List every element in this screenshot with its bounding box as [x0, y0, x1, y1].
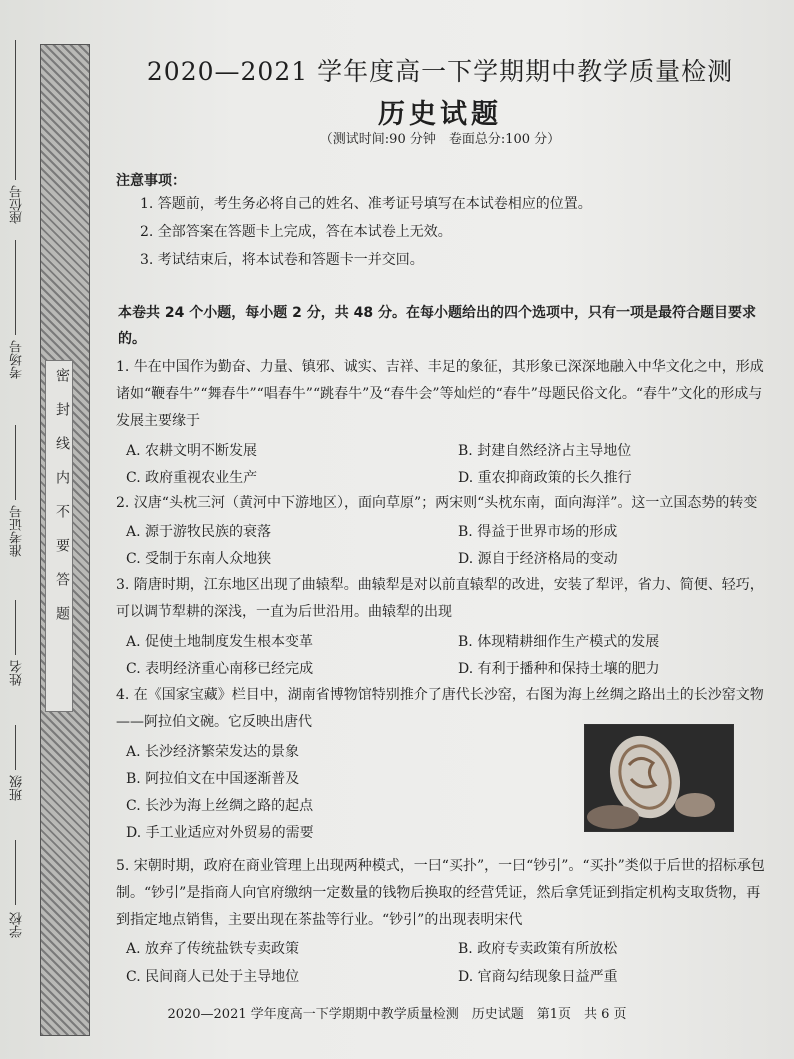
- question-option: C. 政府重视农业生产: [126, 470, 258, 486]
- arabic-bowl-photo: [584, 724, 734, 832]
- subject-title: 历史试题: [378, 99, 502, 130]
- class-field: [2, 775, 32, 835]
- field-line: [15, 600, 16, 655]
- question-option: B. 体现精耕细作生产模式的发展: [458, 634, 660, 650]
- notice-heading: 注意事项：: [116, 173, 186, 189]
- question-option: C. 受制于东南人众地狭: [126, 551, 272, 567]
- question-option: A. 促使土地制度发生根本变革: [126, 634, 314, 650]
- question-option: A. 源于游牧民族的衰落: [126, 524, 272, 540]
- field-line: [15, 425, 16, 500]
- bowl-image: [585, 725, 733, 831]
- seat-number-label: 座位号: [9, 185, 25, 224]
- question-stem: 5. 宋朝时期，政府在商业管理上出现两种模式，一曰“买扑”，一曰“钞引”。“买扑”类似于后世的招标承包制。“钞引”是指商人向官府缴纳一定数量的钱物后换取的经营凭证，然后拿凭证到指定机构支取货物，再到指定地点销售，主要出现在茶盐等行业。“钞引”的出现表明宋代: [116, 858, 765, 928]
- question-option: C. 表明经济重心南移已经完成: [126, 661, 314, 677]
- name-label: 姓名: [9, 660, 25, 686]
- question-stem: 3. 隋唐时期，江东地区出现了曲辕犁。曲辕犁是对以前直辕犁的改进，安装了犁评，省力、简便、轻巧，可以调节犁耕的深浅，一直为后世沿用。曲辕犁的出现: [116, 577, 764, 620]
- question-option: C. 民间商人已处于主导地位: [126, 969, 300, 985]
- field-line: [15, 725, 16, 770]
- question-stem: 2. 汉唐“头枕三河（黄河中下游地区），面向草原”；两宋则“头枕东南，面向海洋”。这一立国态势的转变: [116, 495, 758, 511]
- question-option: D. 源自于经济格局的变动: [458, 551, 618, 567]
- notice-item: 1. 答题前，考生务必将自己的姓名、准考证号填写在本试卷相应的位置。: [140, 196, 592, 212]
- exam-info: （测试时间:90 分钟 卷面总分:100 分）: [319, 132, 561, 147]
- school-label: 学校: [9, 912, 25, 938]
- question-option: D. 手工业适应对外贸易的需要: [126, 825, 314, 841]
- question-option: D. 重农抑商政策的长久推行: [458, 470, 632, 486]
- question-option: D. 官商勾结现象日益严重: [458, 969, 618, 985]
- question-option: C. 长沙为海上丝绸之路的起点: [126, 798, 314, 814]
- question-option: A. 放弃了传统盐铁专卖政策: [126, 941, 300, 957]
- class-label: 班级: [9, 775, 25, 801]
- exam-room-field: [2, 340, 32, 420]
- section-instructions: 本卷共 24 个小题，每小题 2 分，共 48 分。在每小题给出的四个选项中，只有一项是最符合题目要求的。: [118, 305, 756, 347]
- question-stem: 1. 牛在中国作为勤奋、力量、镇邪、诚实、吉祥、丰足的象征，其形象已深深地融入中华文化之中，形成诸如“鞭春牛”“舞春牛”“唱春牛”“跳春牛”及“春牛会”等灿烂的“春牛”母题民俗文化。“春牛”文化的形成与发展主要缘于: [116, 359, 764, 429]
- notice-item: 3. 考试结束后，将本试卷和答题卡一并交回。: [140, 252, 424, 268]
- admission-number-label: 准考证号: [9, 505, 25, 557]
- question-option: B. 政府专卖政策有所放松: [458, 941, 618, 957]
- question-option: A. 长沙经济繁荣发达的景象: [126, 744, 300, 760]
- page-footer: 2020—2021 学年度高一下学期期中教学质量检测 历史试题 第1页 共 6 页: [167, 1007, 627, 1022]
- school-field: [2, 912, 32, 972]
- question-option: B. 阿拉伯文在中国逐渐普及: [126, 771, 300, 787]
- exam-title: 2020—2021 学年度高一下学期期中教学质量检测: [146, 57, 734, 86]
- field-line: [15, 40, 16, 180]
- question-option: B. 得益于世界市场的形成: [458, 524, 618, 540]
- admission-number-field: [2, 505, 32, 595]
- question-option: A. 农耕文明不断发展: [126, 443, 258, 459]
- seal-text: 密封线内不要答题: [54, 368, 70, 640]
- question-option: B. 封建自然经济占主导地位: [458, 443, 632, 459]
- name-field: [2, 660, 32, 720]
- field-line: [15, 240, 16, 335]
- notice-item: 2. 全部答案在答题卡上完成，答在本试卷上无效。: [140, 224, 452, 240]
- seat-number-field: [2, 185, 32, 305]
- exam-room-label: 考场号: [9, 340, 25, 379]
- question-stem: 4. 在《国家宝藏》栏目中，湖南省博物馆特别推介了唐代长沙窑，右图为海上丝绸之路出土的长沙窑文物——阿拉伯文碗。它反映出唐代: [116, 687, 764, 730]
- question-option: D. 有利于播种和保持土壤的肥力: [458, 661, 660, 677]
- field-line: [15, 840, 16, 905]
